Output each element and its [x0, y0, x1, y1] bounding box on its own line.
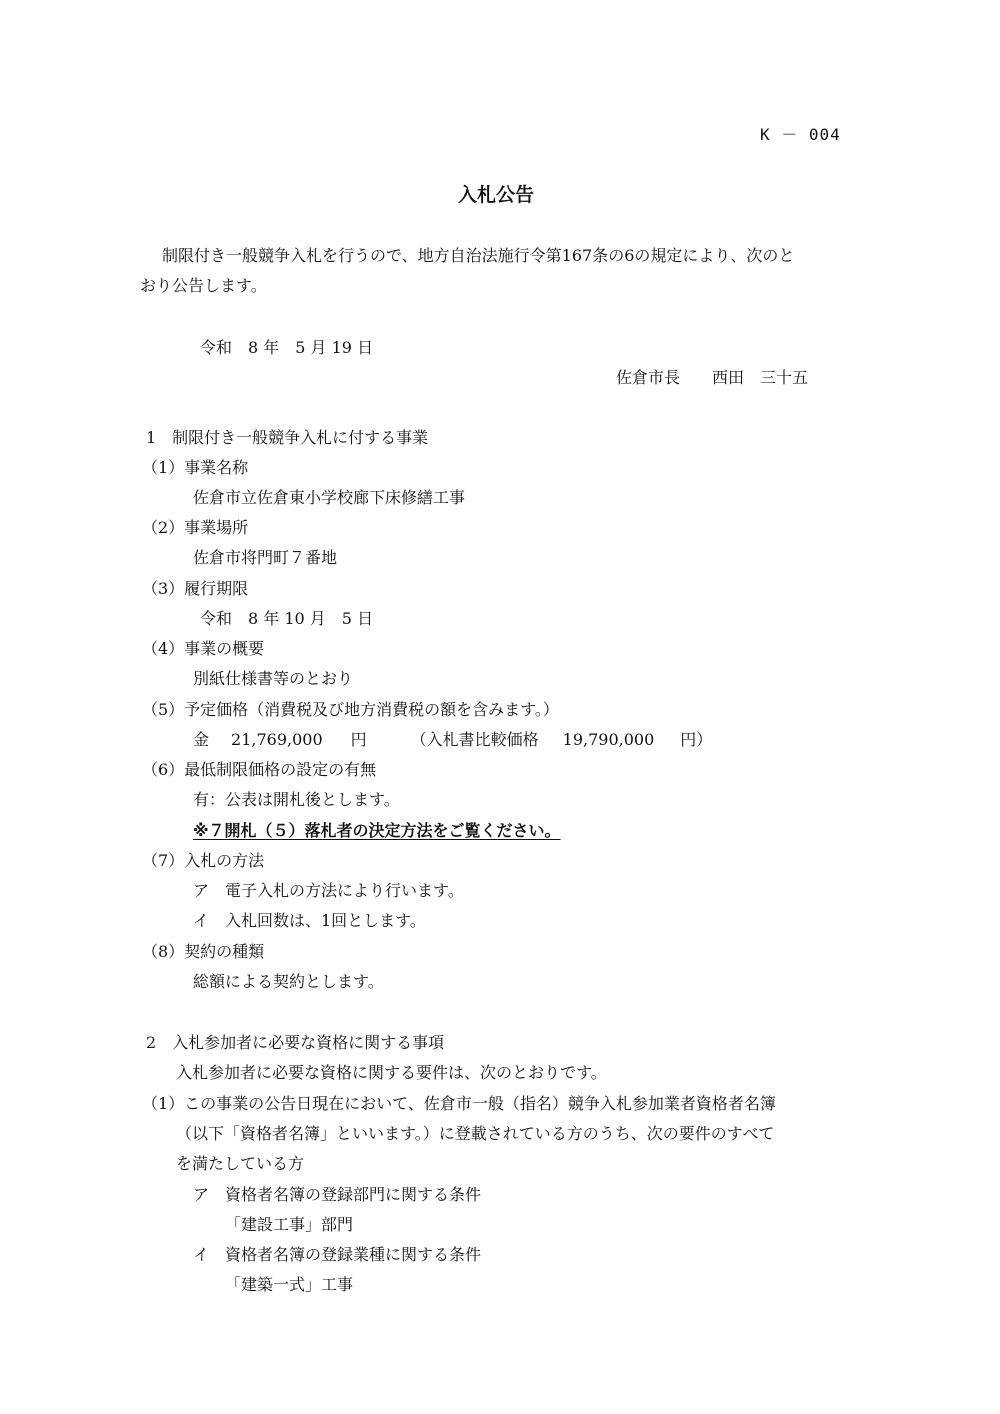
item8-value: 総額による契約とします。 [193, 972, 384, 991]
item7-sub-a: ア 電子入札の方法により行います。 [193, 881, 464, 900]
item7-label: （7）入札の方法 [142, 851, 265, 870]
section1-heading: 1 制限付き一般競争入札に付する事業 [146, 428, 429, 447]
section2-item1-line2: （以下「資格者名簿」といいます。）に登載されている方のうち、次の要件のすべて [176, 1124, 775, 1143]
condition-a-value: 「建設工事」部門 [225, 1215, 354, 1234]
price-unit: 円 [350, 730, 367, 749]
item1-label: （1）事業名称 [142, 458, 249, 477]
price-prefix: 金 [193, 730, 210, 749]
condition-b-label: イ 資格者名簿の登録業種に関する条件 [193, 1245, 482, 1264]
item2-label: （2）事業場所 [142, 518, 249, 537]
section2-intro: 入札参加者に必要な資格に関する要件は、次のとおりです。 [176, 1063, 607, 1082]
compare-amount: 19,790,000 [562, 730, 655, 749]
item2-value: 佐倉市将門町７番地 [193, 548, 338, 567]
item7-sub-b: イ 入札回数は、1回とします。 [193, 911, 426, 930]
item6-label: （6）最低制限価格の設定の有無 [142, 760, 377, 779]
item4-value: 別紙仕様書等のとおり [193, 669, 354, 688]
estimated-price-line [193, 730, 712, 750]
section2-heading: 2 入札参加者に必要な資格に関する事項 [146, 1033, 445, 1052]
item4-label: （4）事業の概要 [142, 639, 265, 658]
item6-note: ※７開札（５）落札者の決定方法をご覧ください。 [193, 821, 561, 840]
condition-b-value: 「建築一式」工事 [225, 1275, 354, 1294]
compare-label: （入札書比較価格 [410, 730, 539, 749]
price-amount: 21,769,000 [231, 730, 323, 749]
intro-line-2: おり公告します。 [140, 276, 267, 295]
page-title: 入札公告 [458, 184, 535, 206]
intro-line-1: 制限付き一般競争入札を行うので、地方自治法施行令第167条の6の規定により、次のと [162, 246, 795, 265]
item6-value: 有：公表は開札後とします。 [193, 790, 400, 809]
section2-item1-line3: を満たしている方 [176, 1154, 305, 1173]
condition-a-label: ア 資格者名簿の登録部門に関する条件 [193, 1185, 482, 1204]
item3-label: （3）履行期限 [142, 579, 249, 598]
item1-value: 佐倉市立佐倉東小学校廊下床修繕工事 [193, 488, 466, 507]
issuer-signature: 佐倉市長 西田 三十五 [616, 368, 809, 387]
item8-label: （8）契約の種類 [142, 942, 265, 961]
compare-unit: 円） [680, 730, 713, 749]
document-number: K － 004 [760, 125, 841, 144]
section2-item1-line1: （1）この事業の公告日現在において、佐倉市一般（指名）競争入札参加業者資格者名簿 [142, 1094, 776, 1113]
item3-value: 令和 8 年 10 月 5 日 [200, 609, 374, 628]
item5-label: （5）予定価格（消費税及び地方消費税の額を含みます。） [142, 700, 559, 719]
notice-date: 令和 8 年 5 月 19 日 [200, 338, 374, 357]
